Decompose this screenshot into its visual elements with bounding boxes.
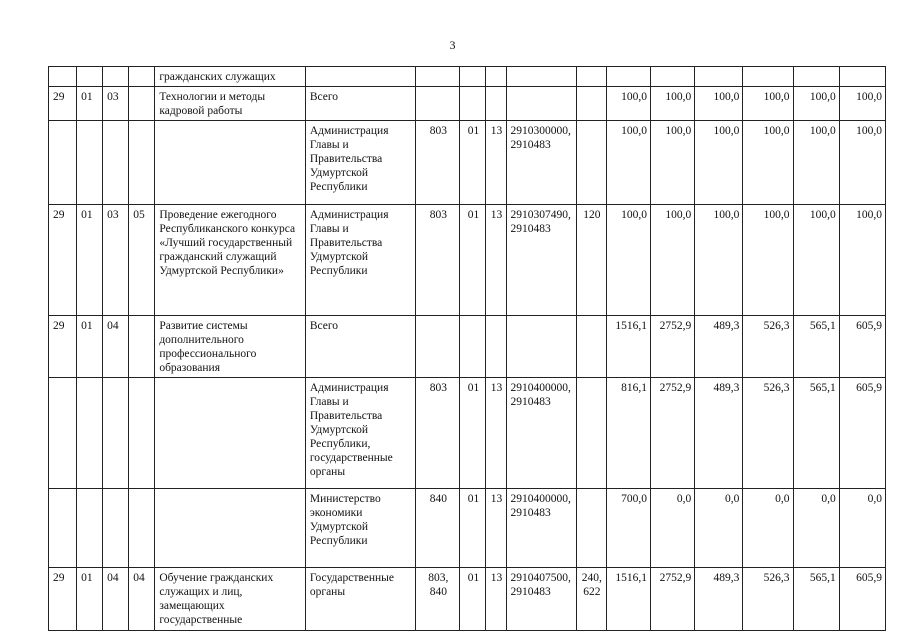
cell-text: Развитие системы дополнительного профессионального образования bbox=[159, 320, 257, 374]
cell-v4 bbox=[743, 568, 793, 631]
cell-text: 526,3 bbox=[763, 320, 790, 332]
cell-pr bbox=[486, 87, 506, 121]
cell-v4 bbox=[743, 67, 793, 87]
cell-text: Администрация Главы и Правительства Удмуртской Республики bbox=[309, 125, 389, 193]
cell-v1 bbox=[606, 205, 650, 316]
cell-v2 bbox=[651, 121, 695, 205]
cell-v1 bbox=[606, 568, 650, 631]
cell-text: 0,0 bbox=[775, 493, 790, 505]
cell-text: 700,0 bbox=[621, 493, 648, 505]
cell-v6 bbox=[839, 121, 885, 205]
cell-v2 bbox=[651, 316, 695, 378]
cell-pp bbox=[77, 121, 103, 205]
cell-text: 803 bbox=[429, 209, 447, 221]
cell-v6 bbox=[839, 205, 885, 316]
cell-exec bbox=[305, 67, 415, 87]
cell-text: 120 bbox=[583, 209, 601, 221]
cell-text: 100,0 bbox=[809, 125, 836, 137]
cell-text: 240, 622 bbox=[581, 572, 602, 598]
cell-exec bbox=[305, 378, 415, 489]
cell-v4 bbox=[743, 489, 793, 568]
table-row bbox=[49, 67, 886, 87]
cell-v6 bbox=[839, 316, 885, 378]
cell-rz bbox=[460, 378, 486, 489]
cell-v3 bbox=[695, 87, 743, 121]
table-row bbox=[49, 378, 886, 489]
cell-pr bbox=[486, 121, 506, 205]
cell-om bbox=[103, 87, 129, 121]
cell-name bbox=[155, 87, 306, 121]
cell-text: 2910300000, 2910483 bbox=[510, 125, 571, 151]
cell-grbs bbox=[416, 67, 460, 87]
cell-v3 bbox=[695, 205, 743, 316]
cell-text: 13 bbox=[490, 572, 503, 584]
cell-gp bbox=[49, 87, 77, 121]
cell-text: 100,0 bbox=[713, 125, 740, 137]
cell-om bbox=[103, 568, 129, 631]
cell-text: 01 bbox=[81, 320, 93, 332]
cell-grbs bbox=[416, 568, 460, 631]
cell-text: Всего bbox=[309, 91, 339, 103]
cell-csr bbox=[506, 568, 576, 631]
cell-text: 29 bbox=[53, 209, 65, 221]
cell-grbs bbox=[416, 378, 460, 489]
cell-text: 04 bbox=[107, 572, 119, 584]
cell-text: 1516,1 bbox=[615, 572, 648, 584]
cell-pp bbox=[77, 316, 103, 378]
cell-text: 605,9 bbox=[856, 572, 882, 584]
cell-m bbox=[129, 568, 155, 631]
cell-v1 bbox=[606, 316, 650, 378]
cell-text: 565,1 bbox=[809, 572, 836, 584]
cell-csr bbox=[506, 316, 576, 378]
cell-v2 bbox=[651, 67, 695, 87]
table-row bbox=[49, 568, 886, 631]
cell-v3 bbox=[695, 568, 743, 631]
table-row bbox=[49, 316, 886, 378]
cell-text: 01 bbox=[81, 91, 93, 103]
cell-text: 100,0 bbox=[809, 209, 836, 221]
cell-gp bbox=[49, 568, 77, 631]
cell-grbs bbox=[416, 489, 460, 568]
cell-rz bbox=[460, 87, 486, 121]
cell-v1 bbox=[606, 489, 650, 568]
cell-gp bbox=[49, 489, 77, 568]
table-row bbox=[49, 205, 886, 316]
cell-v3 bbox=[695, 67, 743, 87]
cell-v1 bbox=[606, 378, 650, 489]
cell-text: 01 bbox=[467, 209, 480, 221]
cell-text: 605,9 bbox=[856, 320, 882, 332]
cell-text: 100,0 bbox=[713, 91, 740, 103]
table-row bbox=[49, 121, 886, 205]
cell-m bbox=[129, 378, 155, 489]
cell-text: 29 bbox=[53, 91, 65, 103]
cell-pr bbox=[486, 67, 506, 87]
cell-text: 2752,9 bbox=[659, 382, 692, 394]
cell-v2 bbox=[651, 205, 695, 316]
table-row bbox=[49, 87, 886, 121]
cell-text: 2752,9 bbox=[659, 572, 692, 584]
cell-om bbox=[103, 378, 129, 489]
cell-v5 bbox=[793, 67, 839, 87]
cell-text: гражданских служащих bbox=[159, 71, 276, 83]
cell-text: 840 bbox=[429, 493, 447, 505]
cell-vr bbox=[576, 121, 606, 205]
cell-v1 bbox=[606, 67, 650, 87]
cell-v5 bbox=[793, 87, 839, 121]
cell-text: 01 bbox=[81, 572, 93, 584]
cell-text: 100,0 bbox=[856, 125, 882, 137]
cell-v5 bbox=[793, 378, 839, 489]
cell-v3 bbox=[695, 489, 743, 568]
cell-text: 489,3 bbox=[713, 320, 740, 332]
cell-text: 100,0 bbox=[665, 125, 692, 137]
cell-text: Министерство экономики Удмуртской Республики bbox=[309, 493, 381, 547]
cell-v2 bbox=[651, 87, 695, 121]
cell-name bbox=[155, 316, 306, 378]
cell-text: 100,0 bbox=[763, 91, 790, 103]
cell-exec bbox=[305, 87, 415, 121]
cell-v6 bbox=[839, 568, 885, 631]
cell-text: 526,3 bbox=[763, 382, 790, 394]
cell-text: 0,0 bbox=[867, 493, 882, 505]
cell-text: 13 bbox=[490, 493, 503, 505]
cell-text: 13 bbox=[490, 209, 503, 221]
cell-exec bbox=[305, 121, 415, 205]
cell-text: 565,1 bbox=[809, 382, 836, 394]
cell-text: 100,0 bbox=[856, 91, 882, 103]
cell-pp bbox=[77, 205, 103, 316]
cell-text: 100,0 bbox=[763, 209, 790, 221]
cell-vr bbox=[576, 87, 606, 121]
cell-name bbox=[155, 378, 306, 489]
cell-text: 803, 840 bbox=[428, 572, 449, 598]
cell-v4 bbox=[743, 121, 793, 205]
cell-text: 100,0 bbox=[856, 209, 882, 221]
cell-name bbox=[155, 568, 306, 631]
cell-v2 bbox=[651, 568, 695, 631]
cell-rz bbox=[460, 205, 486, 316]
cell-name bbox=[155, 489, 306, 568]
cell-om bbox=[103, 67, 129, 87]
cell-csr bbox=[506, 378, 576, 489]
cell-text: 01 bbox=[467, 493, 480, 505]
cell-om bbox=[103, 489, 129, 568]
cell-name bbox=[155, 121, 306, 205]
cell-text: 04 bbox=[133, 572, 145, 584]
cell-om bbox=[103, 205, 129, 316]
cell-text: 0,0 bbox=[676, 493, 692, 505]
cell-rz bbox=[460, 568, 486, 631]
cell-csr bbox=[506, 121, 576, 205]
cell-text: 01 bbox=[467, 125, 480, 137]
cell-exec bbox=[305, 205, 415, 316]
cell-text: 05 bbox=[133, 209, 145, 221]
cell-text: 0,0 bbox=[725, 493, 740, 505]
cell-text: 03 bbox=[107, 209, 119, 221]
cell-text: 526,3 bbox=[763, 572, 790, 584]
cell-text: 816,1 bbox=[621, 382, 648, 394]
cell-text: 2910400000, 2910483 bbox=[510, 493, 571, 519]
cell-v6 bbox=[839, 87, 885, 121]
cell-pr bbox=[486, 316, 506, 378]
cell-v4 bbox=[743, 205, 793, 316]
cell-gp bbox=[49, 316, 77, 378]
cell-pr bbox=[486, 568, 506, 631]
cell-v2 bbox=[651, 378, 695, 489]
cell-text: 100,0 bbox=[665, 209, 692, 221]
cell-v2 bbox=[651, 489, 695, 568]
cell-v4 bbox=[743, 378, 793, 489]
cell-text: 13 bbox=[490, 382, 503, 394]
cell-v6 bbox=[839, 67, 885, 87]
cell-text: Проведение ежегодного Республиканского конкурса «Лучший государственный гражданский служащий Удмуртской Республики» bbox=[159, 209, 296, 277]
cell-v5 bbox=[793, 568, 839, 631]
cell-text: 2910307490, 2910483 bbox=[510, 209, 571, 235]
cell-text: 100,0 bbox=[621, 125, 648, 137]
cell-v3 bbox=[695, 378, 743, 489]
cell-grbs bbox=[416, 316, 460, 378]
cell-gp bbox=[49, 67, 77, 87]
cell-rz bbox=[460, 316, 486, 378]
cell-m bbox=[129, 67, 155, 87]
cell-v1 bbox=[606, 121, 650, 205]
cell-m bbox=[129, 121, 155, 205]
cell-pp bbox=[77, 378, 103, 489]
cell-csr bbox=[506, 205, 576, 316]
cell-gp bbox=[49, 378, 77, 489]
cell-name bbox=[155, 67, 306, 87]
cell-exec bbox=[305, 568, 415, 631]
cell-text: 100,0 bbox=[621, 209, 648, 221]
cell-text: 01 bbox=[81, 209, 93, 221]
cell-gp bbox=[49, 121, 77, 205]
cell-pp bbox=[77, 87, 103, 121]
cell-v1 bbox=[606, 87, 650, 121]
table-row bbox=[49, 489, 886, 568]
cell-v5 bbox=[793, 205, 839, 316]
cell-csr bbox=[506, 489, 576, 568]
cell-text: 03 bbox=[107, 91, 119, 103]
cell-text: 2910407500, 2910483 bbox=[510, 572, 571, 598]
cell-text: 100,0 bbox=[713, 209, 740, 221]
cell-v5 bbox=[793, 121, 839, 205]
cell-m bbox=[129, 87, 155, 121]
cell-grbs bbox=[416, 121, 460, 205]
cell-m bbox=[129, 316, 155, 378]
cell-rz bbox=[460, 121, 486, 205]
cell-text: 29 bbox=[53, 572, 65, 584]
cell-v4 bbox=[743, 87, 793, 121]
cell-pp bbox=[77, 489, 103, 568]
cell-text: 100,0 bbox=[809, 91, 836, 103]
cell-text: 0,0 bbox=[821, 493, 836, 505]
cell-vr bbox=[576, 378, 606, 489]
cell-text: 803 bbox=[429, 125, 447, 137]
cell-pr bbox=[486, 378, 506, 489]
cell-rz bbox=[460, 489, 486, 568]
cell-om bbox=[103, 121, 129, 205]
cell-text: Технологии и методы кадровой работы bbox=[159, 91, 266, 117]
cell-text: Администрация Главы и Правительства Удмуртской Республики, государственные органы bbox=[309, 382, 393, 478]
cell-pp bbox=[77, 67, 103, 87]
cell-v3 bbox=[695, 121, 743, 205]
cell-text: 2910400000, 2910483 bbox=[510, 382, 571, 408]
cell-text: 29 bbox=[53, 320, 65, 332]
cell-pr bbox=[486, 205, 506, 316]
cell-csr bbox=[506, 67, 576, 87]
cell-text: Всего bbox=[309, 320, 339, 332]
cell-pr bbox=[486, 489, 506, 568]
cell-pp bbox=[77, 568, 103, 631]
cell-text: 489,3 bbox=[713, 572, 740, 584]
cell-vr bbox=[576, 568, 606, 631]
cell-v6 bbox=[839, 378, 885, 489]
cell-csr bbox=[506, 87, 576, 121]
cell-exec bbox=[305, 316, 415, 378]
cell-text: Государственные органы bbox=[309, 572, 394, 598]
page-number: 3 bbox=[449, 38, 456, 52]
cell-text: 489,3 bbox=[713, 382, 740, 394]
cell-v5 bbox=[793, 316, 839, 378]
cell-vr bbox=[576, 489, 606, 568]
cell-text: 2752,9 bbox=[659, 320, 692, 332]
cell-text: 01 bbox=[467, 572, 480, 584]
cell-m bbox=[129, 205, 155, 316]
cell-vr bbox=[576, 205, 606, 316]
cell-text: 565,1 bbox=[809, 320, 836, 332]
cell-text: Администрация Главы и Правительства Удмуртской Республики bbox=[309, 209, 389, 277]
cell-rz bbox=[460, 67, 486, 87]
cell-text: 100,0 bbox=[763, 125, 790, 137]
cell-m bbox=[129, 489, 155, 568]
cell-exec bbox=[305, 489, 415, 568]
cell-text: 1516,1 bbox=[615, 320, 648, 332]
cell-grbs bbox=[416, 205, 460, 316]
cell-v6 bbox=[839, 489, 885, 568]
cell-text: 01 bbox=[467, 382, 480, 394]
cell-grbs bbox=[416, 87, 460, 121]
cell-text: Обучение гражданских служащих и лиц, замещающих государственные bbox=[159, 572, 274, 626]
cell-text: 100,0 bbox=[665, 91, 692, 103]
cell-v3 bbox=[695, 316, 743, 378]
cell-vr bbox=[576, 316, 606, 378]
cell-gp bbox=[49, 205, 77, 316]
cell-name bbox=[155, 205, 306, 316]
cell-text: 803 bbox=[429, 382, 447, 394]
budget-table bbox=[48, 66, 886, 631]
cell-text: 13 bbox=[490, 125, 503, 137]
cell-text: 100,0 bbox=[621, 91, 648, 103]
cell-text: 605,9 bbox=[856, 382, 882, 394]
cell-vr bbox=[576, 67, 606, 87]
cell-text: 04 bbox=[107, 320, 119, 332]
cell-v5 bbox=[793, 489, 839, 568]
cell-v4 bbox=[743, 316, 793, 378]
cell-om bbox=[103, 316, 129, 378]
